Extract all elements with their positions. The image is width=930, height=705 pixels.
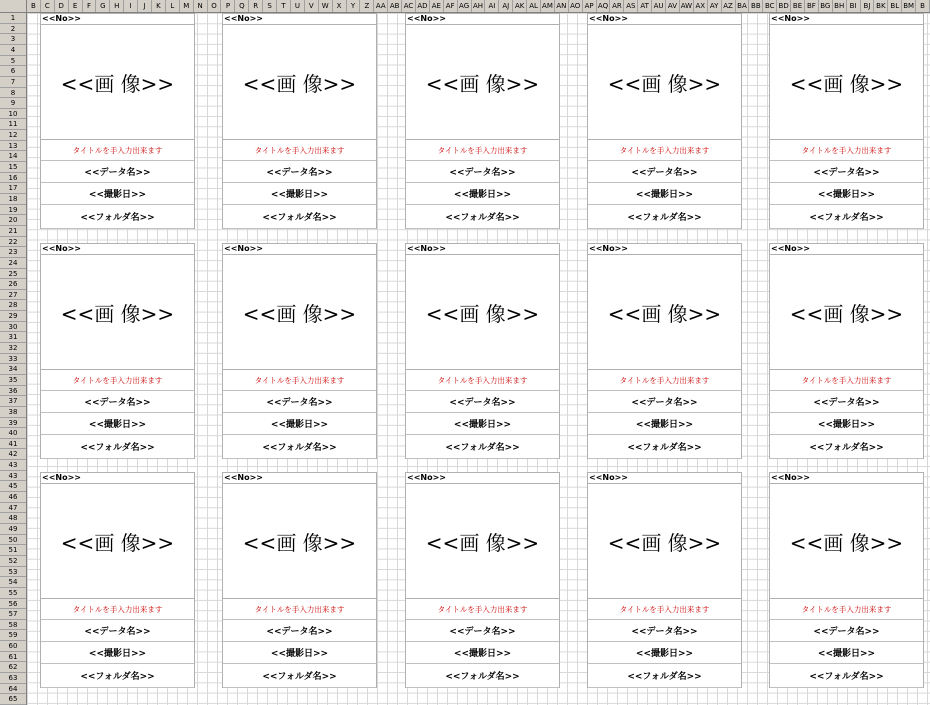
number-cell[interactable]: <<No>> bbox=[771, 14, 811, 23]
row-header[interactable]: 52 bbox=[0, 556, 26, 567]
title-cell[interactable]: タイトルを手入力出来ます bbox=[41, 141, 194, 161]
column-header[interactable]: AS bbox=[624, 0, 638, 12]
folder-name-cell[interactable]: <<フォルダ名>> bbox=[406, 435, 559, 459]
number-cell[interactable]: <<No>> bbox=[42, 14, 82, 23]
column-header[interactable]: G bbox=[96, 0, 110, 12]
column-header[interactable]: BM bbox=[902, 0, 916, 12]
image-placeholder[interactable]: <<画 像>> bbox=[588, 24, 741, 140]
row-header[interactable]: 45 bbox=[0, 481, 26, 492]
column-header[interactable]: AJ bbox=[499, 0, 513, 12]
row-header[interactable]: 22 bbox=[0, 237, 26, 248]
photo-card bbox=[222, 243, 377, 459]
data-name-cell[interactable]: <<データ名>> bbox=[406, 620, 559, 642]
row-header[interactable]: 56 bbox=[0, 599, 26, 610]
column-header[interactable]: B bbox=[916, 0, 930, 12]
row-header[interactable]: 34 bbox=[0, 364, 26, 375]
title-cell[interactable]: タイトルを手入力出来ます bbox=[770, 141, 923, 161]
number-cell[interactable]: <<No>> bbox=[771, 244, 811, 253]
date-cell[interactable]: <<撮影日>> bbox=[770, 183, 923, 205]
row-header[interactable]: 30 bbox=[0, 322, 26, 333]
photo-card bbox=[405, 472, 560, 688]
data-name-cell[interactable]: <<データ名>> bbox=[406, 391, 559, 413]
row-header[interactable]: 12 bbox=[0, 130, 26, 141]
image-placeholder[interactable]: <<画 像>> bbox=[588, 483, 741, 599]
photo-card bbox=[405, 243, 560, 459]
number-cell[interactable]: <<No>> bbox=[407, 473, 447, 482]
number-cell[interactable]: <<No>> bbox=[224, 244, 264, 253]
data-name-cell[interactable]: <<データ名>> bbox=[770, 620, 923, 642]
column-header[interactable]: AQ bbox=[597, 0, 611, 12]
photo-card bbox=[40, 472, 195, 688]
image-placeholder[interactable]: <<画 像>> bbox=[770, 24, 923, 140]
column-header[interactable]: C bbox=[41, 0, 55, 12]
row-header[interactable]: 25 bbox=[0, 269, 26, 280]
column-header[interactable]: AE bbox=[430, 0, 444, 12]
column-header[interactable]: AH bbox=[472, 0, 486, 12]
column-header[interactable]: AD bbox=[416, 0, 430, 12]
image-placeholder[interactable]: <<画 像>> bbox=[41, 254, 194, 370]
photo-card bbox=[587, 13, 742, 229]
row-header[interactable]: 51 bbox=[0, 545, 26, 556]
column-header[interactable]: AF bbox=[444, 0, 458, 12]
title-cell[interactable]: タイトルを手入力出来ます bbox=[588, 141, 741, 161]
row-header[interactable]: 62 bbox=[0, 662, 26, 673]
row-header[interactable]: 40 bbox=[0, 428, 26, 439]
row-header[interactable]: 36 bbox=[0, 386, 26, 397]
row-header[interactable]: 24 bbox=[0, 258, 26, 269]
row-header[interactable]: 26 bbox=[0, 279, 26, 290]
date-cell[interactable]: <<撮影日>> bbox=[223, 183, 376, 205]
column-header[interactable]: M bbox=[180, 0, 194, 12]
column-header[interactable]: U bbox=[291, 0, 305, 12]
date-cell[interactable]: <<撮影日>> bbox=[588, 413, 741, 435]
data-name-cell[interactable]: <<データ名>> bbox=[41, 391, 194, 413]
photo-card bbox=[222, 472, 377, 688]
row-header[interactable]: 29 bbox=[0, 311, 26, 322]
column-header[interactable]: AX bbox=[694, 0, 708, 12]
row-header[interactable]: 4 bbox=[0, 45, 26, 56]
data-name-cell[interactable]: <<データ名>> bbox=[406, 161, 559, 183]
column-header[interactable]: J bbox=[138, 0, 152, 12]
folder-name-cell[interactable]: <<フォルダ名>> bbox=[588, 664, 741, 688]
photo-card bbox=[40, 243, 195, 459]
row-header[interactable]: 1 bbox=[0, 13, 26, 24]
row-header[interactable]: 9 bbox=[0, 98, 26, 109]
select-all-corner[interactable] bbox=[0, 0, 27, 12]
row-header[interactable]: 54 bbox=[0, 577, 26, 588]
column-header[interactable]: T bbox=[277, 0, 291, 12]
row-header[interactable]: 50 bbox=[0, 535, 26, 546]
number-cell[interactable]: <<No>> bbox=[224, 473, 264, 482]
row-header[interactable]: 10 bbox=[0, 109, 26, 120]
folder-name-cell[interactable]: <<フォルダ名>> bbox=[41, 664, 194, 688]
title-cell[interactable]: タイトルを手入力出来ます bbox=[406, 371, 559, 391]
column-header[interactable]: X bbox=[333, 0, 347, 12]
title-cell[interactable]: タイトルを手入力出来ます bbox=[223, 600, 376, 620]
image-placeholder[interactable]: <<画 像>> bbox=[406, 483, 559, 599]
title-cell[interactable]: タイトルを手入力出来ます bbox=[406, 600, 559, 620]
column-header[interactable]: O bbox=[208, 0, 222, 12]
column-header[interactable]: AU bbox=[652, 0, 666, 12]
title-cell[interactable]: タイトルを手入力出来ます bbox=[770, 600, 923, 620]
row-header[interactable]: 61 bbox=[0, 652, 26, 663]
column-header[interactable]: AT bbox=[638, 0, 652, 12]
title-cell[interactable]: タイトルを手入力出来ます bbox=[223, 141, 376, 161]
photo-card bbox=[587, 472, 742, 688]
row-header[interactable]: 47 bbox=[0, 503, 26, 514]
data-name-cell[interactable]: <<データ名>> bbox=[770, 391, 923, 413]
row-header[interactable]: 53 bbox=[0, 567, 26, 578]
column-header[interactable]: AY bbox=[708, 0, 722, 12]
date-cell[interactable]: <<撮影日>> bbox=[41, 413, 194, 435]
image-placeholder[interactable]: <<画 像>> bbox=[41, 483, 194, 599]
row-header[interactable]: 18 bbox=[0, 194, 26, 205]
row-header[interactable]: 33 bbox=[0, 354, 26, 365]
folder-name-cell[interactable]: <<フォルダ名>> bbox=[406, 664, 559, 688]
column-header[interactable]: B bbox=[27, 0, 41, 12]
column-header[interactable]: P bbox=[221, 0, 235, 12]
date-cell[interactable]: <<撮影日>> bbox=[406, 413, 559, 435]
row-header[interactable]: 37 bbox=[0, 396, 26, 407]
number-cell[interactable]: <<No>> bbox=[407, 14, 447, 23]
title-cell[interactable]: タイトルを手入力出来ます bbox=[41, 600, 194, 620]
row-header[interactable]: 13 bbox=[0, 141, 26, 152]
number-cell[interactable]: <<No>> bbox=[589, 473, 629, 482]
image-placeholder[interactable]: <<画 像>> bbox=[770, 483, 923, 599]
row-header[interactable]: 46 bbox=[0, 492, 26, 503]
row-header[interactable]: 59 bbox=[0, 630, 26, 641]
folder-name-cell[interactable]: <<フォルダ名>> bbox=[770, 205, 923, 229]
column-header[interactable]: BC bbox=[763, 0, 777, 12]
column-header[interactable]: AA bbox=[374, 0, 388, 12]
data-name-cell[interactable]: <<データ名>> bbox=[588, 161, 741, 183]
folder-name-cell[interactable]: <<フォルダ名>> bbox=[770, 435, 923, 459]
column-header[interactable]: BA bbox=[736, 0, 750, 12]
column-header[interactable]: AW bbox=[680, 2, 693, 10]
data-name-cell[interactable]: <<データ名>> bbox=[588, 391, 741, 413]
folder-name-cell[interactable]: <<フォルダ名>> bbox=[588, 205, 741, 229]
date-cell[interactable]: <<撮影日>> bbox=[223, 413, 376, 435]
date-cell[interactable]: <<撮影日>> bbox=[223, 642, 376, 664]
number-cell[interactable]: <<No>> bbox=[589, 14, 629, 23]
title-cell[interactable]: タイトルを手入力出来ます bbox=[41, 371, 194, 391]
photo-card bbox=[769, 243, 924, 459]
column-header[interactable]: BB bbox=[749, 0, 763, 12]
image-placeholder[interactable]: <<画 像>> bbox=[223, 254, 376, 370]
number-cell[interactable]: <<No>> bbox=[407, 244, 447, 253]
column-header[interactable]: L bbox=[166, 0, 180, 12]
number-cell[interactable]: <<No>> bbox=[42, 473, 82, 482]
row-header[interactable]: 16 bbox=[0, 173, 26, 184]
row-header[interactable]: 17 bbox=[0, 183, 26, 194]
row-header[interactable]: 55 bbox=[0, 588, 26, 599]
column-header[interactable]: AN bbox=[555, 0, 569, 12]
row-header[interactable]: 23 bbox=[0, 247, 26, 258]
photo-card bbox=[769, 13, 924, 229]
row-header[interactable]: 35 bbox=[0, 375, 26, 386]
row-header[interactable]: 43 bbox=[0, 471, 26, 482]
image-placeholder[interactable]: <<画 像>> bbox=[223, 24, 376, 140]
title-cell[interactable]: タイトルを手入力出来ます bbox=[588, 600, 741, 620]
column-header[interactable]: BK bbox=[874, 0, 888, 12]
folder-name-cell[interactable]: <<フォルダ名>> bbox=[41, 205, 194, 229]
column-header[interactable]: AO bbox=[569, 0, 583, 12]
date-cell[interactable]: <<撮影日>> bbox=[770, 642, 923, 664]
row-header[interactable]: 48 bbox=[0, 513, 26, 524]
row-header[interactable]: 15 bbox=[0, 162, 26, 173]
column-header[interactable]: AC bbox=[402, 0, 416, 12]
image-placeholder[interactable]: <<画 像>> bbox=[406, 254, 559, 370]
date-cell[interactable]: <<撮影日>> bbox=[41, 642, 194, 664]
title-cell[interactable]: タイトルを手入力出来ます bbox=[223, 371, 376, 391]
column-header[interactable]: E bbox=[69, 0, 83, 12]
image-placeholder[interactable]: <<画 像>> bbox=[41, 24, 194, 140]
row-header[interactable]: 20 bbox=[0, 215, 26, 226]
row-header[interactable]: 31 bbox=[0, 332, 26, 343]
row-header[interactable]: 64 bbox=[0, 684, 26, 695]
date-cell[interactable]: <<撮影日>> bbox=[588, 642, 741, 664]
row-header[interactable]: 27 bbox=[0, 290, 26, 301]
column-header[interactable]: AL bbox=[527, 0, 541, 12]
data-name-cell[interactable]: <<データ名>> bbox=[41, 620, 194, 642]
row-header[interactable]: 14 bbox=[0, 151, 26, 162]
row-header[interactable]: 38 bbox=[0, 407, 26, 418]
row-header[interactable]: 28 bbox=[0, 300, 26, 311]
data-name-cell[interactable]: <<データ名>> bbox=[223, 391, 376, 413]
row-header[interactable]: 39 bbox=[0, 418, 26, 429]
folder-name-cell[interactable]: <<フォルダ名>> bbox=[41, 435, 194, 459]
row-header[interactable]: 32 bbox=[0, 343, 26, 354]
title-cell[interactable]: タイトルを手入力出来ます bbox=[406, 141, 559, 161]
column-header[interactable]: BL bbox=[888, 0, 902, 12]
column-header[interactable]: BI bbox=[847, 0, 861, 12]
column-header[interactable]: AV bbox=[666, 0, 680, 12]
image-placeholder[interactable]: <<画 像>> bbox=[406, 24, 559, 140]
row-header[interactable]: 6 bbox=[0, 66, 26, 77]
column-header-bar bbox=[0, 0, 930, 13]
row-header[interactable]: 43 bbox=[0, 460, 26, 471]
row-header[interactable]: 57 bbox=[0, 609, 26, 620]
number-cell[interactable]: <<No>> bbox=[224, 14, 264, 23]
folder-name-cell[interactable]: <<フォルダ名>> bbox=[223, 664, 376, 688]
column-header[interactable]: D bbox=[55, 0, 69, 12]
date-cell[interactable]: <<撮影日>> bbox=[406, 642, 559, 664]
column-header[interactable]: S bbox=[263, 0, 277, 12]
column-header[interactable]: BF bbox=[805, 0, 819, 12]
column-header[interactable]: Y bbox=[347, 0, 361, 12]
row-header-bar bbox=[0, 13, 27, 705]
row-header[interactable]: 42 bbox=[0, 449, 26, 460]
column-header[interactable]: BE bbox=[791, 0, 805, 12]
column-header[interactable]: BH bbox=[833, 0, 847, 12]
data-name-cell[interactable]: <<データ名>> bbox=[223, 161, 376, 183]
photo-card bbox=[587, 243, 742, 459]
column-header[interactable]: BG bbox=[819, 0, 833, 12]
data-name-cell[interactable]: <<データ名>> bbox=[770, 161, 923, 183]
photo-card bbox=[405, 13, 560, 229]
row-header[interactable]: 41 bbox=[0, 439, 26, 450]
column-header[interactable]: AP bbox=[583, 0, 597, 12]
row-header[interactable]: 65 bbox=[0, 694, 26, 705]
image-placeholder[interactable]: <<画 像>> bbox=[770, 254, 923, 370]
folder-name-cell[interactable]: <<フォルダ名>> bbox=[588, 435, 741, 459]
photo-card bbox=[769, 472, 924, 688]
column-header[interactable]: AI bbox=[485, 0, 499, 12]
row-header[interactable]: 7 bbox=[0, 77, 26, 88]
number-cell[interactable]: <<No>> bbox=[771, 473, 811, 482]
row-header[interactable]: 2 bbox=[0, 24, 26, 35]
column-header[interactable]: I bbox=[124, 0, 138, 12]
row-header[interactable]: 19 bbox=[0, 205, 26, 216]
column-header[interactable]: AM bbox=[541, 0, 555, 12]
row-header[interactable]: 8 bbox=[0, 88, 26, 99]
row-header[interactable]: 49 bbox=[0, 524, 26, 535]
column-header[interactable]: AB bbox=[388, 0, 402, 12]
folder-name-cell[interactable]: <<フォルダ名>> bbox=[770, 664, 923, 688]
folder-name-cell[interactable]: <<フォルダ名>> bbox=[406, 205, 559, 229]
photo-card bbox=[40, 13, 195, 229]
column-header[interactable]: N bbox=[194, 0, 208, 12]
column-header[interactable]: Z bbox=[360, 0, 374, 12]
data-name-cell[interactable]: <<データ名>> bbox=[588, 620, 741, 642]
row-header[interactable]: 21 bbox=[0, 226, 26, 237]
column-header[interactable]: AR bbox=[610, 0, 624, 12]
image-placeholder[interactable]: <<画 像>> bbox=[223, 483, 376, 599]
number-cell[interactable]: <<No>> bbox=[589, 244, 629, 253]
column-header[interactable]: R bbox=[249, 0, 263, 12]
folder-name-cell[interactable]: <<フォルダ名>> bbox=[223, 205, 376, 229]
row-header[interactable]: 58 bbox=[0, 620, 26, 631]
image-placeholder[interactable]: <<画 像>> bbox=[588, 254, 741, 370]
photo-card bbox=[222, 13, 377, 229]
data-name-cell[interactable]: <<データ名>> bbox=[223, 620, 376, 642]
column-header[interactable]: Q bbox=[235, 0, 249, 12]
column-header[interactable]: V bbox=[305, 0, 319, 12]
spreadsheet-grid[interactable] bbox=[27, 13, 930, 705]
row-header[interactable]: 11 bbox=[0, 119, 26, 130]
row-header[interactable]: 63 bbox=[0, 673, 26, 684]
column-header[interactable]: AZ bbox=[722, 0, 736, 12]
date-cell[interactable]: <<撮影日>> bbox=[770, 413, 923, 435]
title-cell[interactable]: タイトルを手入力出来ます bbox=[770, 371, 923, 391]
number-cell[interactable]: <<No>> bbox=[42, 244, 82, 253]
column-header[interactable]: BD bbox=[777, 0, 791, 12]
folder-name-cell[interactable]: <<フォルダ名>> bbox=[223, 435, 376, 459]
column-header[interactable]: W bbox=[319, 0, 333, 12]
column-header[interactable]: F bbox=[83, 0, 97, 12]
row-header[interactable]: 60 bbox=[0, 641, 26, 652]
row-header[interactable]: 3 bbox=[0, 34, 26, 45]
row-header[interactable]: 5 bbox=[0, 56, 26, 67]
date-cell[interactable]: <<撮影日>> bbox=[588, 183, 741, 205]
data-name-cell[interactable]: <<データ名>> bbox=[41, 161, 194, 183]
column-header[interactable]: K bbox=[152, 0, 166, 12]
date-cell[interactable]: <<撮影日>> bbox=[41, 183, 194, 205]
title-cell[interactable]: タイトルを手入力出来ます bbox=[588, 371, 741, 391]
column-header[interactable]: BJ bbox=[861, 0, 875, 12]
column-header[interactable]: AG bbox=[458, 0, 472, 12]
column-header[interactable]: H bbox=[110, 0, 124, 12]
column-header[interactable]: AK bbox=[513, 0, 527, 12]
date-cell[interactable]: <<撮影日>> bbox=[406, 183, 559, 205]
